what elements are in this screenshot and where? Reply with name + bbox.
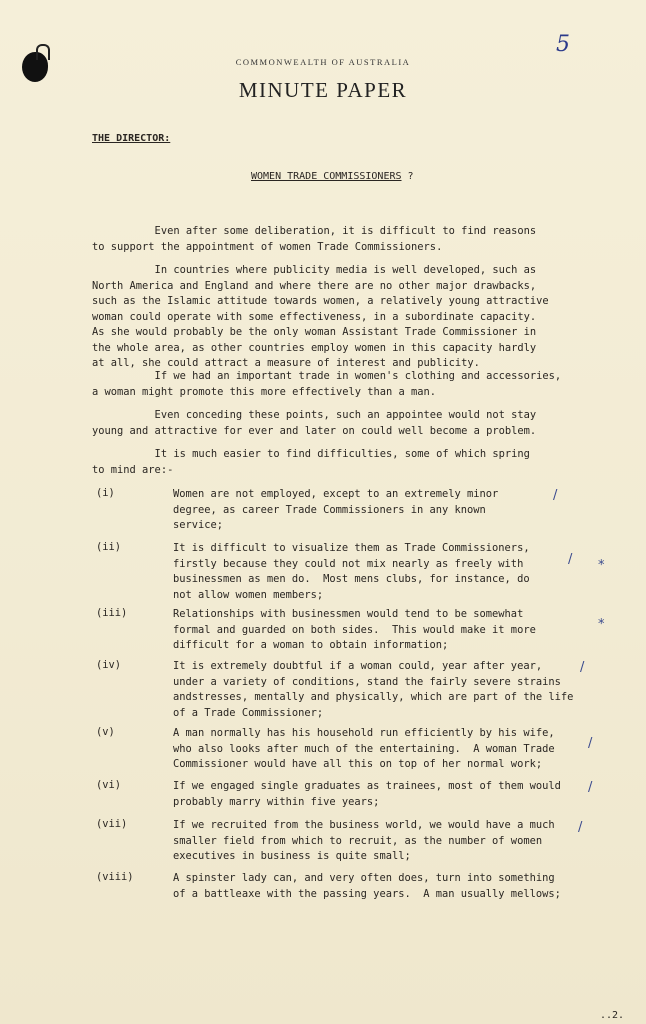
item-number: (ii) <box>96 541 122 553</box>
item-text: If we recruited from the business world, we would have a much smaller field from which to recruit, as the number of women executives in business is quite small; <box>173 819 555 862</box>
item-text: If we engaged single graduates as trainees, most of them would probably marry within five years; <box>173 780 561 808</box>
asterisk-mark-icon: * <box>598 558 605 573</box>
tick-mark-icon: / <box>588 736 593 751</box>
asterisk-mark-icon: * <box>598 617 605 632</box>
item-text: It is extremely doubtful if a woman could, year after year, under a variety of conditions, stand the fairly severe strains andstresses, mentally and physically, which are part of the life of a Trade Commissioner; <box>173 660 574 719</box>
item-number: (vi) <box>96 779 122 791</box>
tick-mark-icon: / <box>580 660 585 675</box>
item-number: (vii) <box>96 818 128 830</box>
continuation-marker: ..2. <box>600 1010 625 1021</box>
item-text: A spinster lady can, and very often does, turn into something of a battleaxe with the passing years. A man usually mellows; <box>173 872 561 900</box>
addressee: THE DIRECTOR: <box>92 133 171 144</box>
organisation-heading: COMMONWEALTH OF AUSTRALIA <box>235 57 411 67</box>
tick-mark-icon: / <box>568 552 573 567</box>
tick-mark-icon: / <box>553 488 558 503</box>
item-text: Relationships with businessmen would tend to be somewhat formal and guarded on both sides. This would make it more difficult for a woman to obtain information; <box>173 608 536 651</box>
item-number: (viii) <box>96 871 134 883</box>
paragraph-difficulties: It is much easier to find difficulties, some of which spring to mind are:- <box>92 448 530 476</box>
subject-text: WOMEN TRADE COMMISSIONERS <box>251 171 402 182</box>
item-text: A man normally has his household run efficiently by his wife, who also looks after much of the entertaining. A woman Trade Commissioner would have all this on top of her normal work; <box>173 727 555 770</box>
item-number: (iv) <box>96 659 122 671</box>
subject-line <box>251 171 414 182</box>
item-number: (i) <box>96 487 115 499</box>
document-title: MINUTE PAPER <box>238 78 408 102</box>
item-number: (v) <box>96 726 115 738</box>
subject-suffix: ? <box>401 171 414 182</box>
tick-mark-icon: / <box>578 820 583 835</box>
handwritten-page-number: 5 <box>556 32 570 57</box>
paragraph-trade: If we had an important trade in women's clothing and accessories, a woman might promote this more effectively than a man. <box>92 370 562 398</box>
item-text: Women are not employed, except to an extremely minor degree, as career Trade Commissioners in any known service; <box>173 488 499 531</box>
paragraph-conceding: Even conceding these points, such an appointee would not stay young and attractive for ever and later on could well become a problem. <box>92 409 537 437</box>
tick-mark-icon: / <box>588 780 593 795</box>
paragraph-intro: Even after some deliberation, it is difficult to find reasons to support the appointment of women Trade Commissioners. <box>92 225 537 253</box>
item-number: (iii) <box>96 607 128 619</box>
paragraph-publicity: In countries where publicity media is well developed, such as North America and England and where there are no other major drawbacks, such as the Islamic attitude towards women, a relatively young attractive woman could operate with some effectiveness, in a subordinate capacity. As she would probably be the only woman Assistant Trade Commissioner in the whole area, as other countries employ women in this capacity hardly at all, she could attract a measure of interest and publicity. <box>92 264 549 369</box>
item-text: It is difficult to visualize them as Trade Commissioners, firstly because they could not mix nearly as freely with businessmen as men do. Most mens clubs, for instance, do not allow women members; <box>173 542 530 601</box>
